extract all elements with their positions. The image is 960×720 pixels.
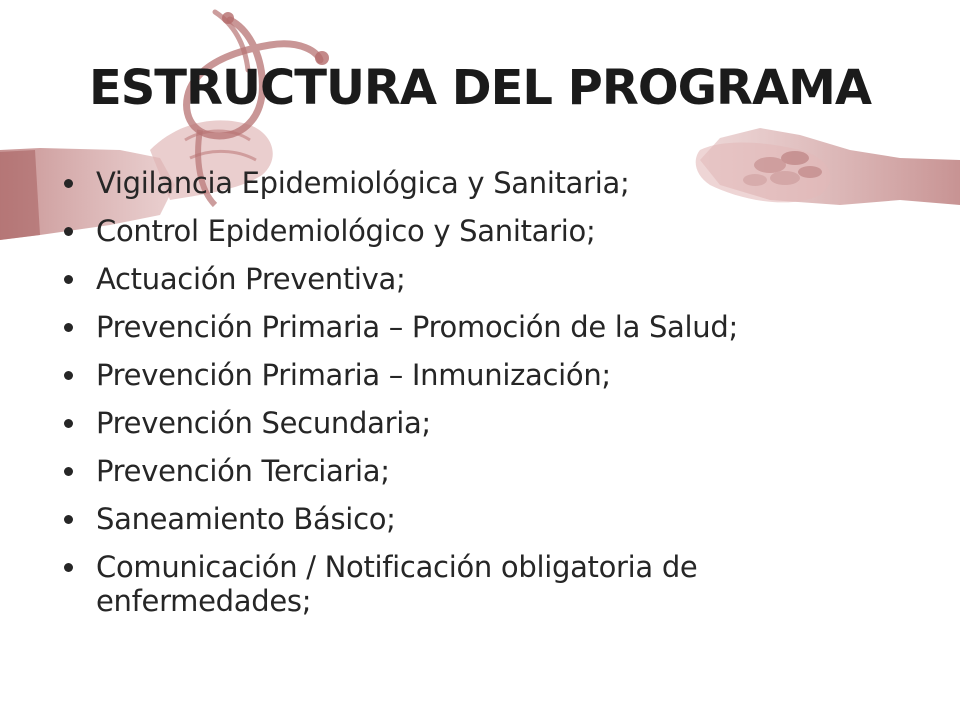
list-item-text: Prevención Terciaria; [96, 454, 390, 488]
list-item [60, 166, 900, 200]
list-item [60, 502, 900, 536]
list-item-text: Prevención Primaria – Promoción de la Salud; [96, 310, 738, 344]
bullet-icon [64, 323, 73, 332]
bullet-icon [64, 515, 73, 524]
bullet-list [60, 166, 900, 632]
bullet-icon [64, 227, 73, 236]
bullet-icon [64, 275, 73, 284]
list-item [60, 310, 900, 344]
bullet-icon [64, 419, 73, 428]
list-item-text: Control Epidemiológico y Sanitario; [96, 214, 596, 248]
list-item [60, 406, 900, 440]
bullet-icon [64, 371, 73, 380]
list-item-text: Saneamiento Básico; [96, 502, 396, 536]
list-item-text: Prevención Secundaria; [96, 406, 431, 440]
list-item [60, 214, 900, 248]
list-item [60, 262, 900, 296]
slide-title: ESTRUCTURA DEL PROGRAMA [88, 60, 872, 116]
list-item [60, 358, 900, 392]
list-item [60, 454, 900, 488]
bullet-icon [64, 179, 73, 188]
list-item-text: Actuación Preventiva; [96, 262, 406, 296]
list-item [60, 550, 900, 618]
bullet-icon [64, 563, 73, 572]
list-item-text: Prevención Primaria – Inmunización; [96, 358, 611, 392]
bullet-icon [64, 467, 73, 476]
list-item-text: Comunicación / Notificación obligatoria de enfermedades; [96, 550, 698, 618]
list-item-text: Vigilancia Epidemiológica y Sanitaria; [96, 166, 630, 200]
